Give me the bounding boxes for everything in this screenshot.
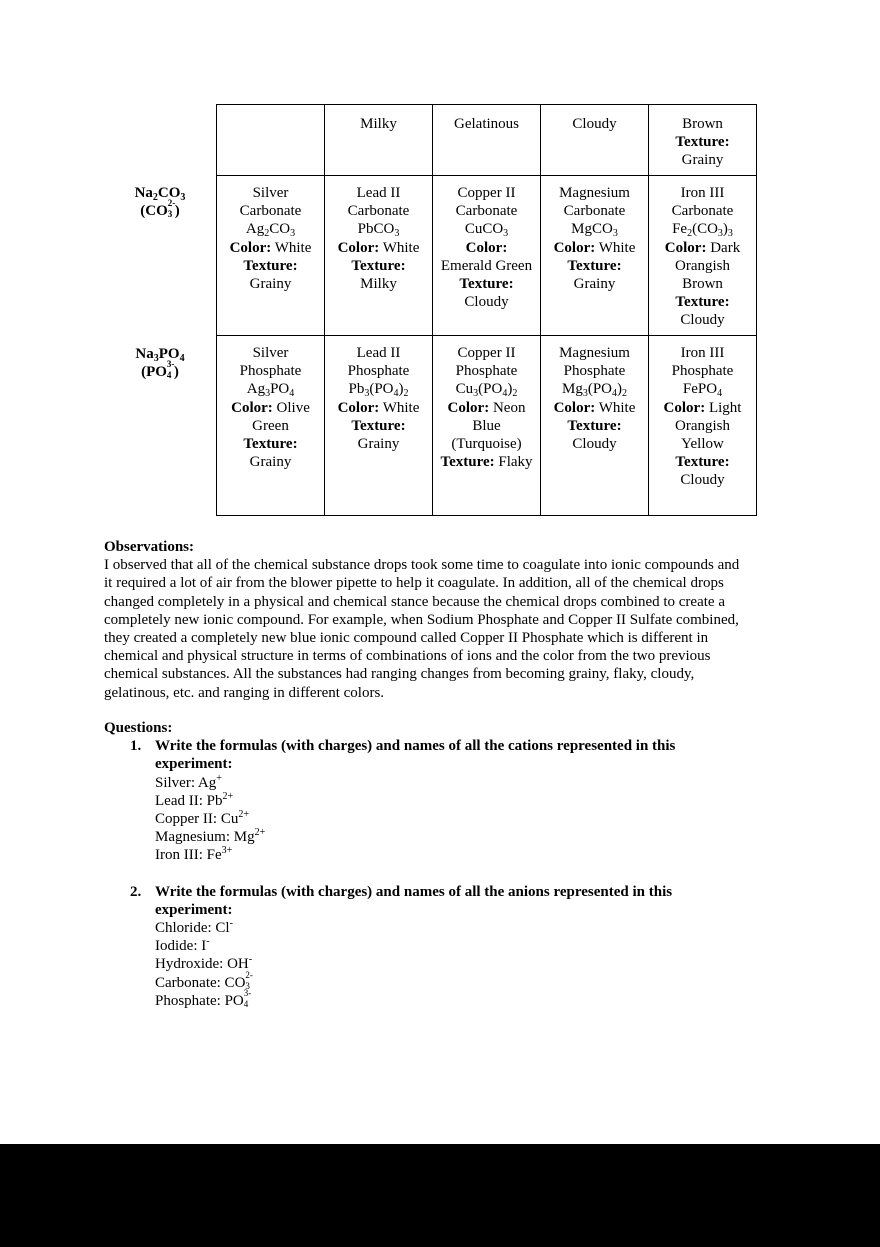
row-label-ion: (PO 3- 4 ) <box>141 359 179 381</box>
table-row-carbonate <box>217 176 757 336</box>
header-cell-empty <box>217 105 325 176</box>
header-cell-brown: Brown Texture: Grainy <box>649 105 757 176</box>
questions-section <box>104 719 784 1010</box>
cell-iron-carbonate: Iron III Carbonate $Fe_2(CO_3)_3$ Color: Dark Orangish Brown Texture: Cloudy <box>649 176 757 336</box>
bottom-black-band <box>0 1144 880 1247</box>
row-label-formula: $Na_3PO_4$ <box>135 346 185 364</box>
table-header-row <box>217 105 757 176</box>
question-number: 2. <box>130 883 142 900</box>
question-text: Write the formulas (with charges) and names of all the anions represented in this <box>155 883 673 900</box>
answer-copper: Copper II: $Cu^{2+}$ <box>155 809 249 828</box>
formula: $Ag_3PO_4$ <box>246 381 295 400</box>
row-label-ion: (CO 2- 3 ) <box>140 198 180 220</box>
questions-heading: Questions: <box>104 720 173 736</box>
answer-silver: Silver: Ag+ <box>155 772 222 791</box>
answer-magnesium: Magnesium: $Mg^{2+}$ <box>155 827 266 846</box>
cell-lead-phosphate: Lead II Phosphate $Pb_3(PO_4)_2$ Color: White Texture: Grainy <box>325 336 433 516</box>
formula: FePO$_4$ <box>682 381 723 400</box>
answer-phosphate: Phosphate: PO 3- 4 <box>155 987 252 1009</box>
answer-chloride: Chloride: Cl- <box>155 918 233 937</box>
question-text: Write the formulas (with charges) and names of all the cations represented in this <box>155 738 676 755</box>
question-text-cont: experiment: <box>155 756 233 773</box>
question-text-cont: experiment: <box>155 901 233 918</box>
question-1 <box>104 737 784 864</box>
observations-heading: Observations: <box>104 539 194 555</box>
formula: MgCO$_3$ <box>571 221 618 240</box>
formula: PbCO$_3$ <box>357 221 400 240</box>
cell-copper-carbonate: Copper II Carbonate CuCO$_3$ Color: Emerald Green Texture: Cloudy <box>433 176 541 336</box>
table-row-phosphate <box>217 336 757 516</box>
observations-section <box>104 538 784 702</box>
formula: $Fe_2(CO_3)_3$ <box>672 221 733 240</box>
formula: $Mg_3(PO_4)_2$ <box>561 381 627 400</box>
cell-magnesium-phosphate: Magnesium Phosphate $Mg_3(PO_4)_2$ Color: White Texture: Cloudy <box>541 336 649 516</box>
header-cell-milky: Milky <box>325 105 433 176</box>
row-label-formula: $Na_2CO_3$ <box>134 185 186 203</box>
observations-paragraph: I observed that all of the chemical substance drops took some time to coagulate into ionic compounds and it required a lot of air from the blower pipette to help it coagulate. In addition, all of the chemical drops changed completely in a physical and chemical stance because the chemical drops combined to create a completely new ionic compound. For example, when Sodium Phosphate and Copper II Sulfate combined, they created a completely new blue ionic compound called Copper II Phosphate which is different in chemical and physical structure in terms of combinations of ions and the color from the two previous chemical substances. All the substances had ranging changes from becoming grainy, flaky, cloudy, gelatinous, etc. and ranging in different colors. <box>104 557 740 701</box>
question-number: 1. <box>130 738 142 755</box>
answer-hydroxide: Hydroxide: OH- <box>155 954 253 973</box>
answer-carbonate: Carbonate: CO 2- 3 <box>155 969 253 991</box>
formula: $Ag_2CO_3$ <box>245 221 296 240</box>
cell-silver-phosphate: Silver Phosphate $Ag_3PO_4$ Color: Olive Green Texture: Grainy <box>217 336 325 516</box>
row-label-sodium-carbonate <box>105 184 215 220</box>
cell-lead-carbonate: Lead II Carbonate PbCO$_3$ Color: White Texture: Milky <box>325 176 433 336</box>
formula: CuCO$_3$ <box>464 221 509 240</box>
cell-iron-phosphate: Iron III Phosphate FePO$_4$ Color: Light Orangish Yellow Texture: Cloudy <box>649 336 757 516</box>
answer-iodide: Iodide: I- <box>155 936 210 955</box>
header-cell-gelatinous: Gelatinous <box>433 105 541 176</box>
header-cell-cloudy: Cloudy <box>541 105 649 176</box>
formula: $Pb_3(PO_4)_2$ <box>348 381 409 400</box>
results-table <box>216 104 757 516</box>
formula: $Cu_3(PO_4)_2$ <box>455 381 518 400</box>
answer-iron: Iron III: $Fe^{3+}$ <box>155 845 233 864</box>
cell-copper-phosphate: Copper II Phosphate $Cu_3(PO_4)_2$ Color: Neon Blue (Turquoise) Texture: Flaky <box>433 336 541 516</box>
cell-magnesium-carbonate: Magnesium Carbonate MgCO$_3$ Color: White Texture: Grainy <box>541 176 649 336</box>
answer-lead: Lead II: $Pb^{2+}$ <box>155 790 234 809</box>
question-2 <box>104 883 784 1010</box>
cell-silver-carbonate: Silver Carbonate $Ag_2CO_3$ Color: White Texture: Grainy <box>217 176 325 336</box>
row-label-sodium-phosphate <box>105 345 215 381</box>
